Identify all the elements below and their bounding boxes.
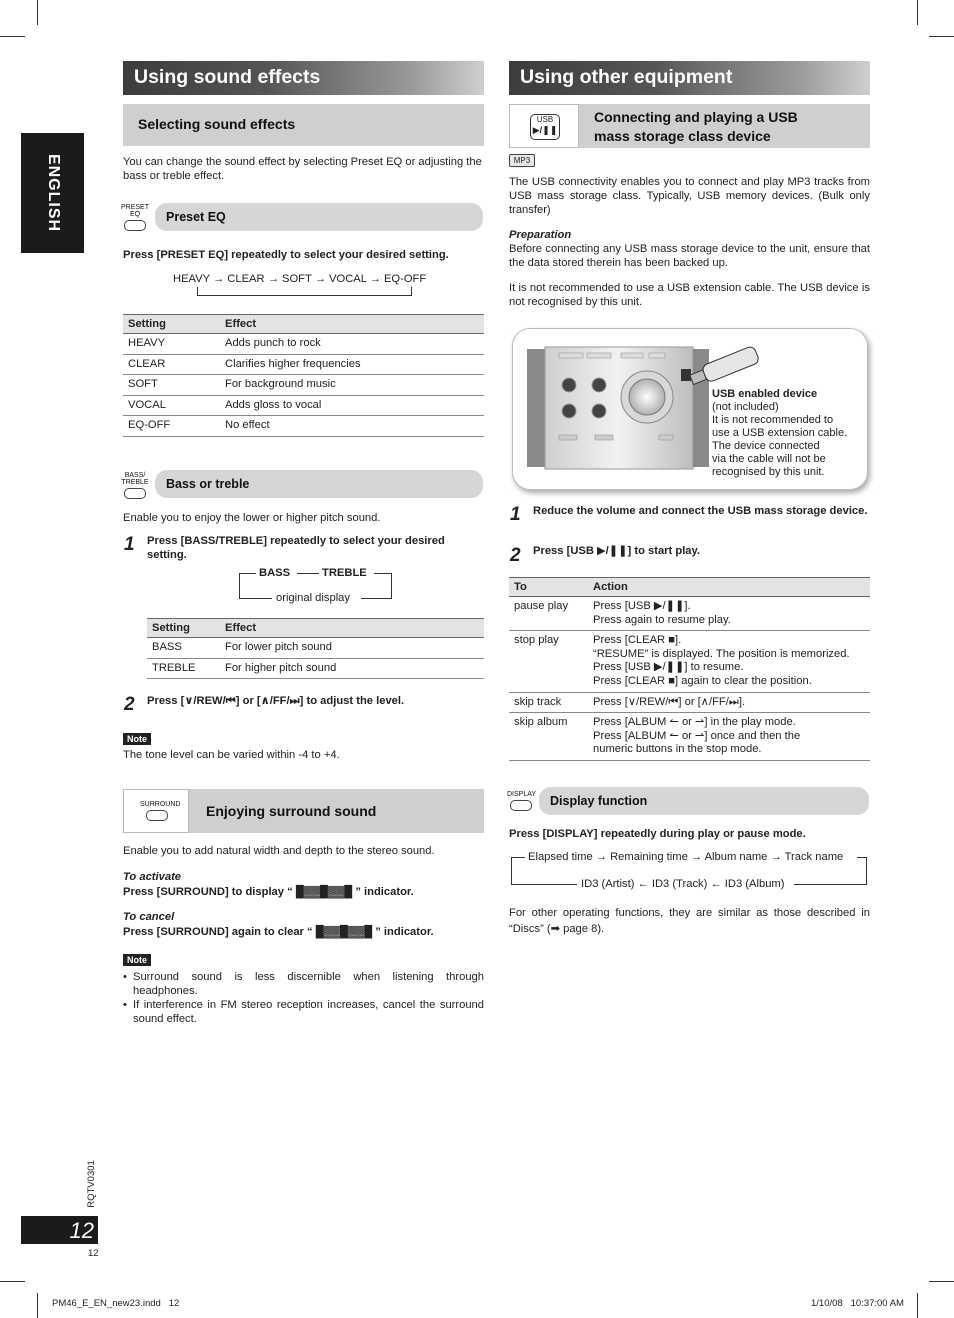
usb-section-title-line: mass storage class device [594,128,771,144]
crop-mark [917,0,918,25]
usb-operations-table [509,577,870,761]
note-badge: Note [123,733,151,745]
surround-icon-box [123,789,189,833]
footer-file-info: PM46_E_EN_new23.indd 12 [52,1298,180,1309]
action-line: Press [ALBUM ↼ or ⇀] in the play mode. [593,716,796,729]
table-cell: For higher pitch sound [220,658,484,679]
bass-treble-heading: Bass or treble [155,470,483,498]
play-pause-icon: ▶/❚❚ [532,125,558,135]
surround-activate-label: To activate [123,871,182,883]
bass-treble-diagram-line [374,573,392,574]
table-row [147,638,484,659]
surround-button-icon [140,801,181,821]
surround-intro: Enable you to add natural width and depth to the stereo sound. [123,845,435,857]
surround-title: Enjoying surround sound [206,803,377,819]
table-header: Effect [220,315,484,334]
bass-treble-icon-text: TREBLE [121,479,149,486]
step-number: 2 [510,545,521,566]
bass-treble-diagram-line [239,573,240,598]
preset-eq-table [123,314,484,437]
preset-eq-cycle-return [197,287,198,296]
crop-mark [929,36,954,37]
usb-step1: Reduce the volume and connect the USB mass storage device. [533,505,868,517]
table-cell: Adds punch to rock [220,334,484,355]
table-row [147,658,484,679]
table-cell: Adds gloss to vocal [220,395,484,416]
crop-mark [37,0,38,25]
document-code: RQTV0301 [86,1160,98,1208]
table-row [123,334,484,355]
usb-stick-icon [681,341,771,391]
usb-device-note-line: The device connected [712,440,820,452]
usb-device-note-line: It is not recommended to [712,414,834,426]
table-cell: HEAVY [123,334,220,355]
display-cycle-line [511,857,525,858]
preset-eq-heading: Preset EQ [155,203,483,231]
table-row [123,375,484,396]
table-cell: SOFT [123,375,220,396]
table-cell: For lower pitch sound [220,638,484,659]
display-icon-text: DISPLAY [507,791,537,798]
usb-device-note [712,401,847,479]
action-line: Press [USB ▶/❚❚]. [593,600,691,612]
usb-device-note-line: via the cable will not be [712,453,826,465]
right-banner: Using other equipment [509,61,870,95]
usb-warning: It is not recommended to use a USB extension cable. The USB device is not recognised by this unit. [509,282,870,308]
preset-eq-icon-text: EQ [129,211,141,218]
display-function-heading: Display function [539,787,869,815]
display-cycle-top: Elapsed time → Remaining time → Album name → Track name [528,851,844,863]
table-cell: pause play [509,597,588,631]
surround-note-item: • Surround sound is less discernible when listening through headphones. [123,971,484,997]
surround-header [123,789,484,833]
usb-section-title-line: Connecting and playing a USB [594,109,798,125]
usb-device-note-line: use a USB extension cable. [712,427,848,439]
preset-eq-button-icon [121,204,149,231]
surround-note-text: Surround sound is less discernible when listening through headphones. [133,971,484,997]
table-cell: Clarifies higher frequencies [220,354,484,375]
table-cell: stop play [509,631,588,692]
usb-device-note-line: recognised by this unit. [712,466,825,478]
left-banner: Using sound effects [123,61,484,95]
table-row [509,597,870,631]
mp3-badge: MP3 [509,154,535,167]
preparation-text: Before connecting any USB mass storage device to the unit, ensure that the data stored therein has been backed up. [509,243,870,269]
usb-section-title [594,108,798,146]
usb-device-note-line: (not included) [712,401,779,413]
table-row [509,692,870,713]
surround-cancel-label: To cancel [123,911,175,923]
page-number-small: 12 [88,1248,99,1259]
table-header: Setting [147,619,220,638]
action-line: Press [CLEAR ■] again to clear the position. [593,674,812,687]
action-line: Press [USB ▶/❚❚] to resume. [593,661,744,674]
page-number: 12 [69,1218,94,1243]
crop-mark [917,1293,918,1318]
page-number-box [21,1216,98,1244]
table-cell: No effect [220,416,484,437]
step-number: 1 [124,534,135,555]
crop-mark [37,1293,38,1318]
usb-button-icon [530,114,560,140]
diagram-bass: BASS [259,567,291,579]
table-cell: skip album [509,713,588,761]
surround-cancel-text: Press [SURROUND] again to clear “ █▓▓█▓▓█ ” indicator. [123,926,434,938]
language-tab-label: ENGLISH [44,153,62,233]
table-cell: For background music [220,375,484,396]
bass-treble-diagram-line [297,573,319,574]
table-cell: EQ-OFF [123,416,220,437]
crop-mark [0,36,25,37]
surround-note-text: If interference in FM stereo reception increases, cancel the surround sound effect. [133,999,484,1025]
table-cell: BASS [147,638,220,659]
surround-activate-text: Press [SURROUND] to display “ █▓▓█▓▓█ ” indicator. [123,886,414,898]
usb-icon-box [509,104,579,148]
table-header: Action [588,578,870,597]
table-cell [588,692,870,713]
display-cycle-line [794,884,867,885]
action-line: numeric buttons in the stop mode. [593,743,762,756]
bass-treble-diagram-line [391,573,392,598]
note-badge: Note [123,954,151,966]
display-button-icon [507,791,535,811]
bass-treble-step2: Press [∨/REW/⏮] or [∧/FF/⏭] to adjust the level. [147,695,405,707]
preset-eq-instruction: Press [PRESET EQ] repeatedly to select your desired setting. [123,249,449,261]
table-cell: skip track [509,692,588,713]
table-header-row [147,619,484,638]
usb-intro: The USB connectivity enables you to connect and play MP3 tracks from USB mass storage class. Typically, USB memory devices. (Bulk only transfer) [509,176,870,216]
table-cell: TREBLE [147,658,220,679]
table-cell: VOCAL [123,395,220,416]
table-header-row [123,315,484,334]
table-cell [588,597,870,631]
preparation-label: Preparation [509,229,572,241]
selecting-sound-effects-title: Selecting sound effects [138,116,296,132]
action-line: Press again to resume play. [593,613,731,626]
bass-treble-intro: Enable you to enjoy the lower or higher pitch sound. [123,512,381,524]
bass-treble-note: The tone level can be varied within -4 to +4. [123,749,340,761]
bass-treble-step1: Press [BASS/TREBLE] repeatedly to select your desired setting. [147,535,445,561]
display-cycle-line [866,857,867,885]
diagram-treble: TREBLE [322,567,367,579]
table-row [123,395,484,416]
table-row [509,631,870,692]
display-cycle-line [511,884,577,885]
crop-mark [0,1281,25,1282]
usb-enabled-device-label: USB enabled device [712,388,818,400]
preset-eq-icon-text: PRESET [121,204,150,211]
bass-treble-icon-text: BASS/ [124,472,146,479]
table-cell [588,713,870,761]
step-number: 2 [124,694,135,715]
action-line: Press [ALBUM ↼ or ⇀] once and then the [593,729,801,742]
table-cell [588,631,870,692]
action-line: “RESUME” is displayed. The position is memorized. [593,647,850,660]
usb-device-illustration [512,328,868,490]
crop-mark [929,1281,954,1282]
table-header: Setting [123,315,220,334]
table-header: To [509,578,588,597]
selecting-sound-effects-header [123,104,484,146]
display-cycle-line [511,857,512,885]
table-row [123,416,484,437]
language-tab [21,133,84,253]
bass-treble-diagram-line [239,573,256,574]
sound-effects-intro: You can change the sound effect by selecting Preset EQ or adjusting the bass or treble effect. [123,156,482,182]
table-row [509,713,870,761]
preset-eq-cycle-return [411,287,412,296]
table-cell: CLEAR [123,354,220,375]
preset-eq-cycle-return [197,295,412,296]
table-row [123,354,484,375]
table-header: Effect [220,619,484,638]
action-line: Press [∨/REW/⏮] or [∧/FF/⏭]. [593,695,746,708]
table-header-row [509,578,870,597]
usb-section-header [509,104,870,148]
display-other-text: For other operating functions, they are similar as those described in “Discs” (➡ page 8). [509,907,870,935]
usb-icon-text: USB [536,115,554,124]
display-instruction: Press [DISPLAY] repeatedly during play or pause mode. [509,828,806,840]
preset-eq-cycle: HEAVY → CLEAR → SOFT → VOCAL → EQ-OFF [173,273,427,285]
step-number: 1 [510,504,521,525]
usb-step2: Press [USB ▶/❚❚] to start play. [533,545,701,557]
surround-note-item: • If interference in FM stereo reception increases, cancel the surround sound effect. [123,999,484,1025]
bass-treble-diagram-line [239,598,272,599]
bass-treble-table [147,618,484,679]
footer-timestamp: 1/10/08 10:37:00 AM [811,1298,904,1309]
diagram-original-display: original display [276,592,351,604]
bass-treble-button-icon [121,472,149,499]
surround-icon-text: SURROUND [140,801,181,808]
bass-treble-diagram-line [361,598,392,599]
display-cycle-bottom: ID3 (Artist) ← ID3 (Track) ← ID3 (Album) [581,878,785,890]
action-line: Press [CLEAR ■]. [593,634,682,647]
